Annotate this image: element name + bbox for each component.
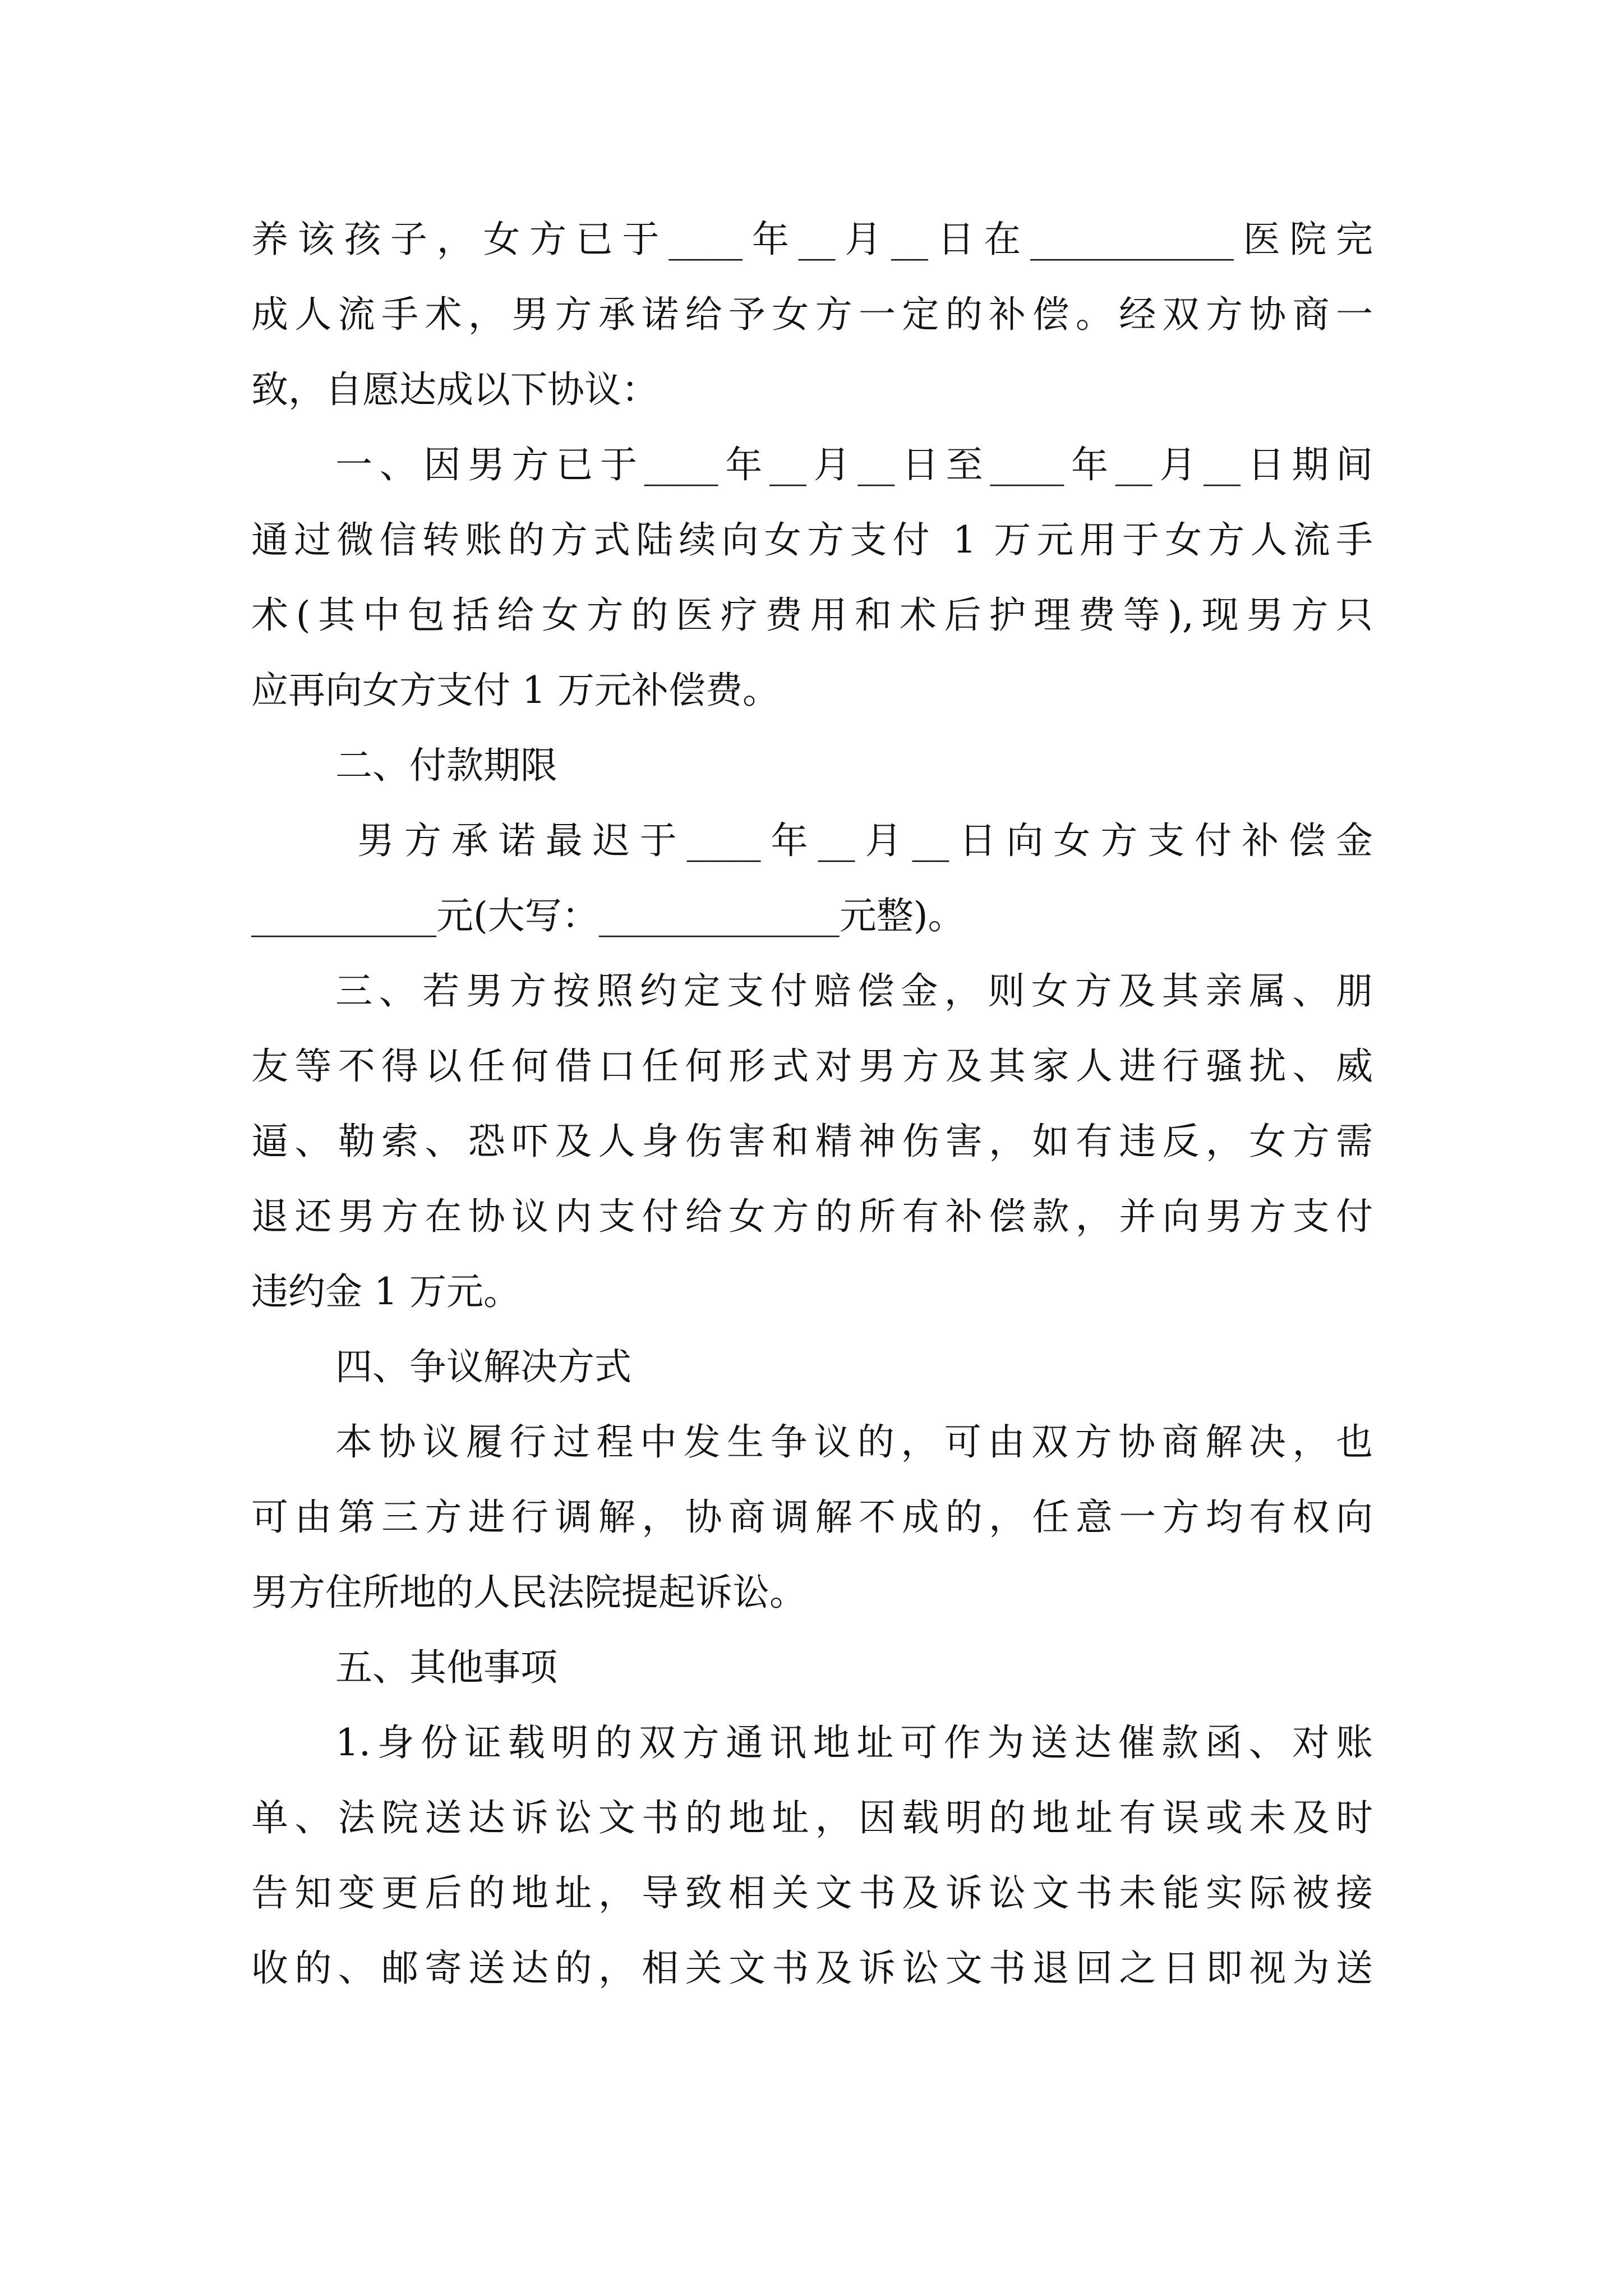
text-line: __________元(大写：_____________元整)。 (251, 894, 965, 937)
text-line: 逼、勒索、恐吓及人身伤害和精神伤害，如有违反，女方需 (251, 1120, 1373, 1163)
text-line: 应再向女方支付 1 万元补偿费。 (251, 669, 780, 712)
text-line: 收的、邮寄送达的，相关文书及诉讼文书退回之日即视为送 (251, 1947, 1373, 1990)
text-line: 1.身份证载明的双方通讯地址可作为送达催款函、对账 (335, 1721, 1373, 1764)
text-line: 退还男方在协议内支付给女方的所有补偿款，并向男方支付 (251, 1195, 1373, 1238)
text-line: 男方住所地的人民法院提起诉讼。 (251, 1571, 806, 1614)
text-line: 友等不得以任何借口任何形式对男方及其家人进行骚扰、威 (251, 1045, 1373, 1088)
text-line: 术(其中包括给女方的医疗费用和术后护理费等),现男方只 (251, 593, 1373, 637)
text-line: 通过微信转账的方式陆续向女方支付 1 万元用于女方人流手 (251, 518, 1373, 562)
text-line: 违约金 1 万元。 (251, 1270, 520, 1313)
text-line: 养该孩子，女方已于____年__月__日在___________医院完 (251, 218, 1373, 261)
text-line: 致，自愿达成以下协议： (251, 368, 658, 411)
text-line: 男方承诺最迟于____年__月__日向女方支付补偿金 (335, 819, 1373, 862)
section-heading-other-matters: 五、其他事项 (335, 1646, 557, 1689)
section-heading-dispute-resolution: 四、争议解决方式 (335, 1345, 631, 1388)
text-line: 成人流手术，男方承诺给予女方一定的补偿。经双方协商一 (251, 293, 1373, 336)
text-line: 可由第三方进行调解，协商调解不成的，任意一方均有权向 (251, 1496, 1373, 1539)
text-line: 告知变更后的地址，导致相关文书及诉讼文书未能实际被接 (251, 1871, 1373, 1915)
document-body (251, 202, 1373, 2006)
section-three-first-line: 三、若男方按照约定支付赔偿金，则女方及其亲属、朋 (335, 969, 1373, 1013)
text-line: 本协议履行过程中发生争议的，可由双方协商解决，也 (335, 1420, 1373, 1464)
text-line: 单、法院送达诉讼文书的地址，因载明的地址有误或未及时 (251, 1796, 1373, 1839)
section-one-first-line: 一、因男方已于____年__月__日至____年__月__日期间 (335, 443, 1373, 486)
section-heading-payment-term: 二、付款期限 (335, 744, 557, 787)
